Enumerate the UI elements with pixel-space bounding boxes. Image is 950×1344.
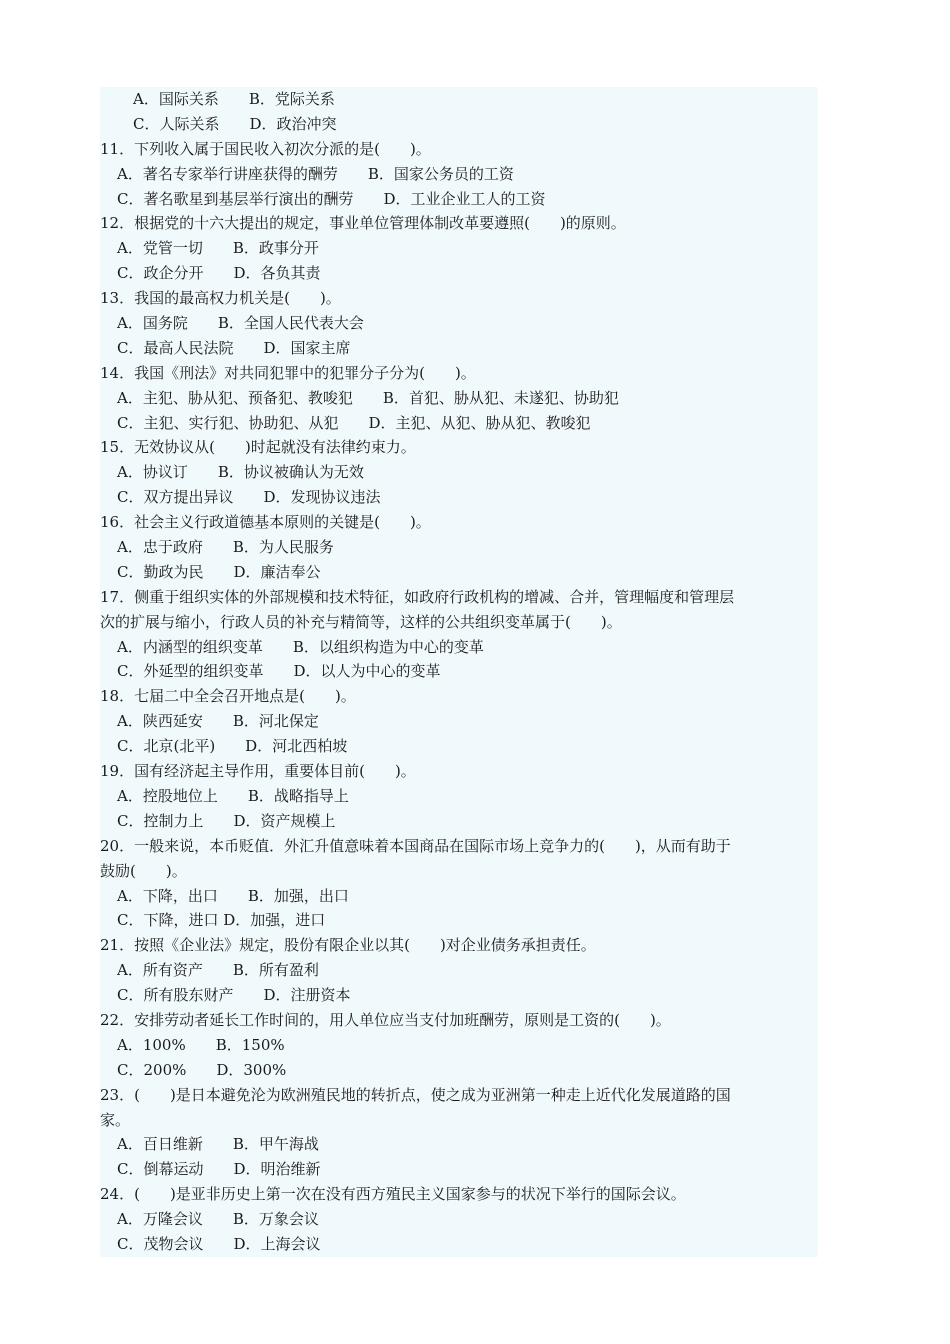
question-text-line: 17．侧重于组织实体的外部规模和技术特征，如政府行政机构的增减、合并，管理幅度和管理层: [100, 587, 735, 606]
question-text-line: 16．社会主义行政道德基本原则的关键是( )。: [100, 513, 431, 532]
question-text-line: 15．无效协议从( )时起就没有法律约束力。: [100, 438, 416, 457]
answer-options-line: C．最高人民法院 D．国家主席: [117, 338, 351, 357]
answer-options-line: A．陕西延安 B．河北保定: [117, 712, 319, 731]
answer-options-line: A．控股地位上 B．战略指导上: [117, 786, 349, 805]
answer-options-line: C．下降，进口 D．加强，进口: [117, 911, 326, 930]
answer-options-line: A．所有资产 B．所有盈利: [117, 961, 319, 980]
answer-options-line: C．北京(北平) D．河北西柏坡: [117, 737, 348, 756]
question-text-line: 13．我国的最高权力机关是( )。: [100, 289, 341, 308]
answer-options-line: C．控制力上 D．资产规模上: [117, 811, 336, 830]
question-text-line: 21．按照《企业法》规定，股份有限企业以其( )对企业债务承担责任。: [100, 936, 596, 955]
answer-options-line: A．主犯、胁从犯、预备犯、教唆犯 B．首犯、胁从犯、未遂犯、协助犯: [117, 388, 619, 407]
question-text-line: 家。: [100, 1110, 131, 1129]
answer-options-line: C．人际关系 D．政治冲突: [133, 114, 337, 133]
answer-options-line: A．国务院 B．全国人民代表大会: [117, 314, 364, 333]
answer-options-line: C．主犯、实行犯、协助犯、从犯 D．主犯、从犯、胁从犯、教唆犯: [117, 413, 591, 432]
answer-options-line: A．著名专家举行讲座获得的酬劳 B．国家公务员的工资: [117, 164, 514, 183]
question-text-line: 11．下列收入属于国民收入初次分派的是( )。: [100, 139, 431, 158]
answer-options-line: C．茂物会议 D．上海会议: [117, 1234, 321, 1253]
answer-options-line: A．万隆会议 B．万象会议: [117, 1210, 319, 1229]
answer-options-line: A．党管一切 B．政事分开: [117, 239, 319, 258]
question-text-line: 次的扩展与缩小，行政人员的补充与精简等，这样的公共组织变革属于( )。: [100, 612, 622, 631]
question-text-line: 20．一般来说，本币贬值．外汇升值意味着本国商品在国际市场上竞争力的( )，从而有助于: [100, 836, 731, 855]
answer-options-line: C．外延型的组织变革 D．以人为中心的变革: [117, 662, 441, 681]
answer-options-line: A．下降，出口 B．加强，出口: [117, 886, 349, 905]
question-text-line: 19．国有经济起主导作用，重要体目前( )。: [100, 762, 416, 781]
answer-options-line: A．百日维新 B．甲午海战: [117, 1135, 319, 1154]
answer-options-line: A．100% B．150%: [117, 1035, 285, 1054]
answer-options-line: C．所有股东财产 D．注册资本: [117, 986, 351, 1005]
answer-options-line: C．倒幕运动 D．明治维新: [117, 1160, 321, 1179]
answer-options-line: C．勤政为民 D．廉洁奉公: [117, 562, 321, 581]
answer-options-line: A．忠于政府 B．为人民服务: [117, 538, 334, 557]
answer-options-line: C．政企分开 D．各负其责: [117, 264, 321, 283]
question-text-line: 12．根据党的十六大提出的规定，事业单位管理体制改革要遵照( )的原则。: [100, 214, 626, 233]
question-list: [100, 87, 818, 1257]
question-text-line: 14．我国《刑法》对共同犯罪中的犯罪分子分为( )。: [100, 363, 476, 382]
question-text-line: 18．七届二中全会召开地点是( )。: [100, 687, 356, 706]
answer-options-line: C．200% D．300%: [117, 1060, 287, 1079]
question-text-line: 鼓励( )。: [100, 861, 187, 880]
answer-options-line: C．双方提出异议 D．发现协议违法: [117, 488, 381, 507]
question-text-line: 23．( )是日本避免沦为欧洲殖民地的转折点，使之成为亚洲第一种走上近代化发展道路的国: [100, 1085, 731, 1104]
answer-options-line: C．著名歌星到基层举行演出的酬劳 D．工业企业工人的工资: [117, 189, 546, 208]
answer-options-line: A．国际关系 B．党际关系: [133, 90, 335, 108]
question-text-line: 24．( )是亚非历史上第一次在没有西方殖民主义国家参与的状况下举行的国际会议。: [100, 1185, 686, 1204]
answer-options-line: A．内涵型的组织变革 B．以组织构造为中心的变革: [117, 637, 484, 656]
answer-options-line: A．协议订 B．协议被确认为无效: [117, 463, 364, 482]
question-text-line: 22．安排劳动者延长工作时间的，用人单位应当支付加班酬劳，原则是工资的( )。: [100, 1010, 671, 1029]
